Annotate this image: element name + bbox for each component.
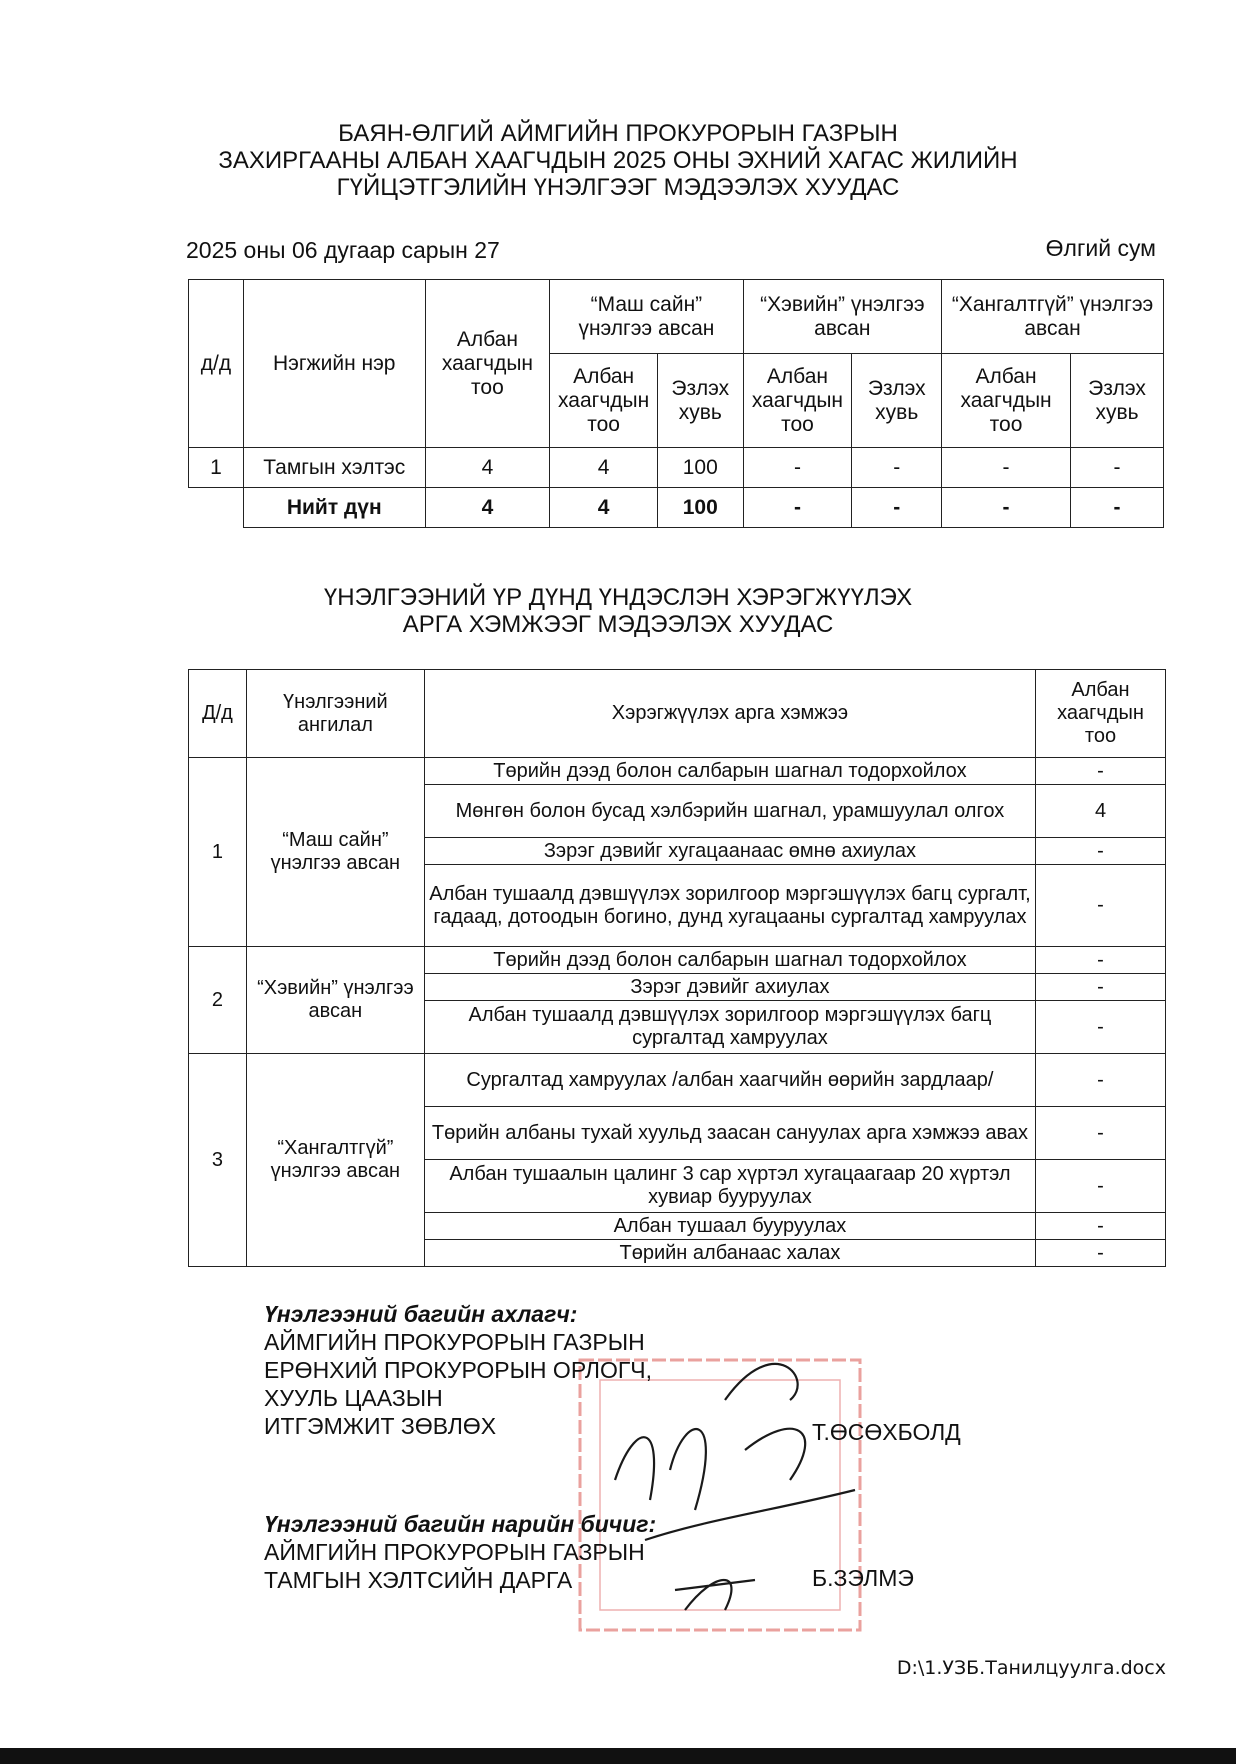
measure-cell: Зэрэг дэвийг ахиулах [424, 974, 1035, 1001]
secretary-heading: Үнэлгээний багийн нарийн бичиг: [264, 1511, 657, 1537]
count-cell: - [1036, 1054, 1166, 1107]
count-cell: - [1036, 1240, 1166, 1267]
section-title-line: АРГА ХЭМЖЭЭГ МЭДЭЭЛЭХ ХУУДАС [402, 611, 834, 638]
scan-bottom-edge [0, 1748, 1236, 1764]
measure-cell: Төрийн дээд болон салбарын шагнал тодорхойлох [424, 758, 1035, 785]
group-number: 1 [189, 758, 247, 947]
cell: - [743, 488, 852, 528]
cell: 100 [657, 448, 743, 488]
table-row [189, 1054, 1166, 1107]
leader-title-line: ИТГЭМЖИТ ЗӨВЛӨХ [264, 1413, 497, 1439]
cell: 4 [550, 488, 658, 528]
leader-heading: Үнэлгээний багийн ахлагч: [264, 1301, 578, 1327]
count-cell: - [1036, 865, 1166, 947]
measure-cell: Албан тушаалд дэвшүүлэх зорилгоор мэргэшүүлэх багц сургалт, гадаад, дотоодын богино, дунд хугацааны сургалтад хамруулах [424, 865, 1035, 947]
measure-cell: Мөнгөн болон бусад хэлбэрийн шагнал, урамшуулал олгох [424, 785, 1035, 838]
measure-cell: Албан тушаалын цалинг 3 сар хүртэл хугацаагаар 20 хүртэл хувиар бууруулах [424, 1160, 1035, 1213]
cell: 1 [189, 448, 244, 488]
document-title [0, 120, 1236, 201]
header-good: “Хэвийн” үнэлгээ авсан [743, 280, 942, 354]
secretary-title-line: АЙМГИЙН ПРОКУРОРЫН ГАЗРЫН [264, 1539, 645, 1565]
count-cell: - [1036, 1160, 1166, 1213]
count-cell: - [1036, 758, 1166, 785]
measure-cell: Зэрэг дэвийг хугацаанаас өмнө ахиулах [424, 838, 1035, 865]
count-cell: - [1036, 838, 1166, 865]
cell: - [743, 448, 852, 488]
subheader-percent: Эзлэх хувь [1070, 354, 1163, 448]
measure-cell: Сургалтад хамруулах /албан хаагчийн өөрийн зардлаар/ [424, 1054, 1035, 1107]
header-category: Үнэлгээний ангилал [246, 670, 424, 758]
count-cell: 4 [1036, 785, 1166, 838]
header-staff-count: Албан хаагчдын тоо [425, 280, 550, 448]
title-line: БАЯН-ӨЛГИЙ АЙМГИЙН ПРОКУРОРЫН ГАЗРЫН [338, 120, 898, 147]
subheader-count: Албан хаагчдын тоо [942, 354, 1071, 448]
file-path: D:\1.УЗБ.Танилцуулга.docx [896, 1657, 1166, 1679]
table-row [189, 448, 1164, 488]
measure-cell: Төрийн албанаас халах [424, 1240, 1035, 1267]
count-cell: - [1036, 947, 1166, 974]
cell: 4 [425, 448, 550, 488]
header-measure: Хэрэгжүүлэх арга хэмжээ [424, 670, 1035, 758]
header-count: Албан хаагчдын тоо [1036, 670, 1166, 758]
cell: Нийт дүн [243, 488, 425, 528]
group-number: 3 [189, 1054, 247, 1267]
cell: - [942, 488, 1071, 528]
cell: 4 [425, 488, 550, 528]
cell: - [1070, 488, 1163, 528]
document-place: Өлгий сум [1045, 235, 1156, 261]
total-row [189, 488, 1164, 528]
table-row [189, 947, 1166, 974]
group-category: “Хэвийн” үнэлгээ авсан [246, 947, 424, 1054]
title-line: ЗАХИРГААНЫ АЛБАН ХААГЧДЫН 2025 ОНЫ ЭХНИЙ ХАГАС ЖИЛИЙН [218, 147, 1018, 174]
group-number: 2 [189, 947, 247, 1054]
count-cell: - [1036, 1213, 1166, 1240]
section-title [0, 584, 1236, 638]
secretary-signature-mark [675, 1580, 755, 1610]
secretary-signature-block [264, 1510, 656, 1594]
header-poor: “Хангалтгүй” үнэлгээ авсан [942, 280, 1164, 354]
evaluation-summary-table [188, 279, 1164, 528]
cell: - [1070, 448, 1163, 488]
header-unit-name: Нэгжийн нэр [243, 280, 425, 448]
subheader-percent: Эзлэх хувь [852, 354, 942, 448]
header-dd: д/д [189, 280, 244, 448]
count-cell: - [1036, 1107, 1166, 1160]
secretary-name: Б.ЗЭЛМЭ [812, 1565, 914, 1591]
group-category: “Хангалтгүй” үнэлгээ авсан [246, 1054, 424, 1267]
measure-cell: Төрийн албаны тухай хуульд заасан сануулах арга хэмжээ авах [424, 1107, 1035, 1160]
cell: 100 [657, 488, 743, 528]
subheader-count: Албан хаагчдын тоо [743, 354, 852, 448]
measure-cell: Албан тушаалд дэвшүүлэх зорилгоор мэргэшүүлэх багц сургалтад хамруулах [424, 1001, 1035, 1054]
leader-title-line: ЕРӨНХИЙ ПРОКУРОРЫН ОРЛОГЧ, [264, 1357, 653, 1383]
leader-title-line: ХУУЛЬ ЦААЗЫН [264, 1385, 443, 1411]
secretary-title-line: ТАМГЫН ХЭЛТСИЙН ДАРГА [264, 1567, 573, 1593]
count-cell: - [1036, 974, 1166, 1001]
leader-name: Т.ӨСӨХБОЛД [812, 1419, 961, 1445]
cell: - [852, 448, 942, 488]
measure-cell: Төрийн дээд болон салбарын шагнал тодорхойлох [424, 947, 1035, 974]
group-category: “Маш сайн” үнэлгээ авсан [246, 758, 424, 947]
count-cell: - [1036, 1001, 1166, 1054]
header-dd: Д/д [189, 670, 247, 758]
cell: - [942, 448, 1071, 488]
table-row [189, 758, 1166, 785]
measure-cell: Албан тушаал бууруулах [424, 1213, 1035, 1240]
leader-title-line: АЙМГИЙН ПРОКУРОРЫН ГАЗРЫН [264, 1329, 645, 1355]
subheader-percent: Эзлэх хувь [657, 354, 743, 448]
title-line: ГҮЙЦЭТГЭЛИЙН ҮНЭЛГЭЭГ МЭДЭЭЛЭХ ХУУДАС [336, 174, 900, 201]
cell: - [852, 488, 942, 528]
measures-table [188, 669, 1166, 1267]
cell: 4 [550, 448, 658, 488]
leader-signature-block [264, 1300, 652, 1440]
cell: Тамгын хэлтэс [243, 448, 425, 488]
section-title-line: ҮНЭЛГЭЭНИЙ ҮР ДҮНД ҮНДЭСЛЭН ХЭРЭГЖҮҮЛЭХ [323, 584, 913, 611]
header-excellent: “Маш сайн” үнэлгээ авсан [550, 280, 743, 354]
subheader-count: Албан хаагчдын тоо [550, 354, 658, 448]
document-date: 2025 оны 06 дугаар сарын 27 [186, 237, 500, 263]
cell [189, 488, 244, 528]
